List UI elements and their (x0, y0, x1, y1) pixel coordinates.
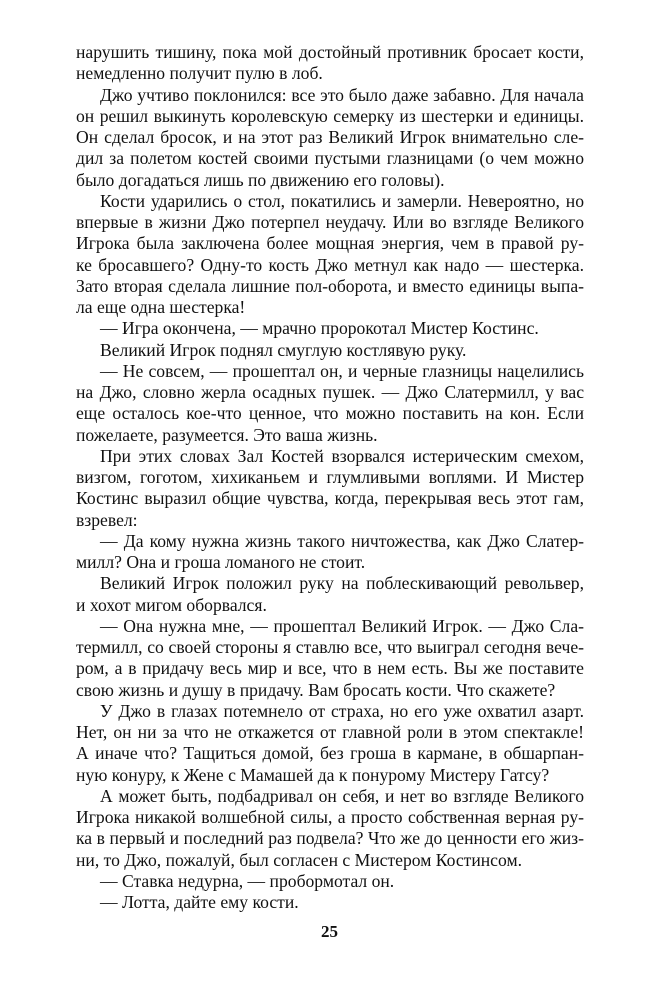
text-line: А может быть, подбадривал он себя, и нет во взгляде Великого (100, 785, 584, 806)
text-line: У Джо в глазах потемнело от страха, но его уже охватил азарт. (100, 700, 584, 721)
text-line: — Она нужна мне, — прошептал Великий Игрок. — Джо Сла- (100, 615, 584, 636)
text-line: визгом, гоготом, хихиканьем и глумливыми воплями. И Мистер (76, 467, 584, 487)
text-line: дил за полетом костей своими пустыми глазницами (о чем можно (76, 148, 584, 169)
text-line: впервые в жизни Джо потерпел неудачу. Или во взгляде Великого (76, 212, 584, 232)
text-line: ром, а в придачу весь мир и все, что в нем есть. Вы же поставите (76, 658, 584, 679)
text-line: немедленно получит пулю в лоб. (76, 63, 323, 84)
text-line: ную конуру, к Жене с Мамашей да к понурому Мистеру Гатсу? (76, 764, 550, 785)
text-line: ке бросавшего? Одну-то кость Джо метнул как надо — шестерка. (76, 254, 584, 275)
text-line: ни, то Джо, пожалуй, был согласен с Мистером Костинсом. (76, 849, 522, 870)
text-line: пожелаете, разумеется. Это ваша жизнь. (76, 424, 378, 445)
text-line: взревел: (76, 509, 138, 530)
text-line: Он сделал бросок, и на этот раз Великий Игрок внимательно сле- (76, 127, 584, 147)
text-line: — Ставка недурна, — пробормотал он. (100, 870, 395, 891)
text-line: нарушить тишину, пока мой достойный противник бросает кости, (76, 42, 584, 62)
text-line: было догадаться лишь по движению его головы). (76, 169, 445, 190)
text-line: Костинс выразил общие чувства, когда, перекрывая весь этот гам, (76, 488, 584, 509)
text-line: Джо учтиво поклонился: все это было даже забавно. Для начала (100, 84, 584, 105)
text-line: При этих словах Зал Костей взорвался истерическим смехом, (100, 445, 584, 466)
text-line: Зато вторая сделала лишние пол-оборота, и вместо единицы выпа- (76, 275, 584, 296)
text-line: и хохот мигом оборвался. (76, 594, 267, 615)
text-line: Нет, он ни за что не откажется от главной роли в этом спектакле! (76, 722, 584, 742)
text-line: Игрока никакой волшебной силы, а просто собственная верная ру- (76, 807, 584, 827)
text-line: он решил выкинуть королевскую семерку из шестерки и единицы. (76, 105, 584, 126)
text-line: милл? Она и гроша ломаного не стоит. (76, 552, 366, 572)
text-line: ла еще одна шестерка! (76, 297, 246, 317)
text-line: Великий Игрок поднял смуглую костлявую руку. (100, 339, 467, 360)
text-line: Великий Игрок положил руку на поблескивающий револьвер, (100, 573, 584, 594)
text-line: термилл, со своей стороны я ставлю все, что выиграл сегодня вече- (76, 637, 584, 657)
text-line: ка в первый и последний раз подвела? Что же до ценности его жиз- (76, 828, 584, 849)
text-line: — Лотта, дайте ему кости. (100, 892, 299, 912)
page-body-text (76, 42, 584, 913)
text-line: на Джо, словно жерла осадных пушек. — Джо Слатермилл, у вас (76, 382, 584, 402)
text-line: — Не совсем, — прошептал он, и черные глазницы нацелились (100, 360, 584, 381)
text-line: А иначе что? Тащиться домой, без гроша в кармане, в обшарпан- (76, 743, 584, 764)
text-line: — Игра окончена, — мрачно пророкотал Мистер Костинс. (100, 318, 539, 339)
text-line: Кости ударились о стол, покатились и замерли. Невероятно, но (100, 190, 584, 211)
text-line: Игрока была заключена более мощная энергия, чем в правой ру- (76, 233, 584, 254)
text-line: еще осталось кое-что ценное, что можно поставить на кон. Если (76, 403, 584, 424)
text-line: свою жизнь и душу в придачу. Вам бросать кости. Что скажете? (76, 679, 556, 700)
page-number: 25 (321, 922, 338, 941)
text-line: — Да кому нужна жизнь такого ничтожества, как Джо Слатер- (100, 530, 584, 551)
